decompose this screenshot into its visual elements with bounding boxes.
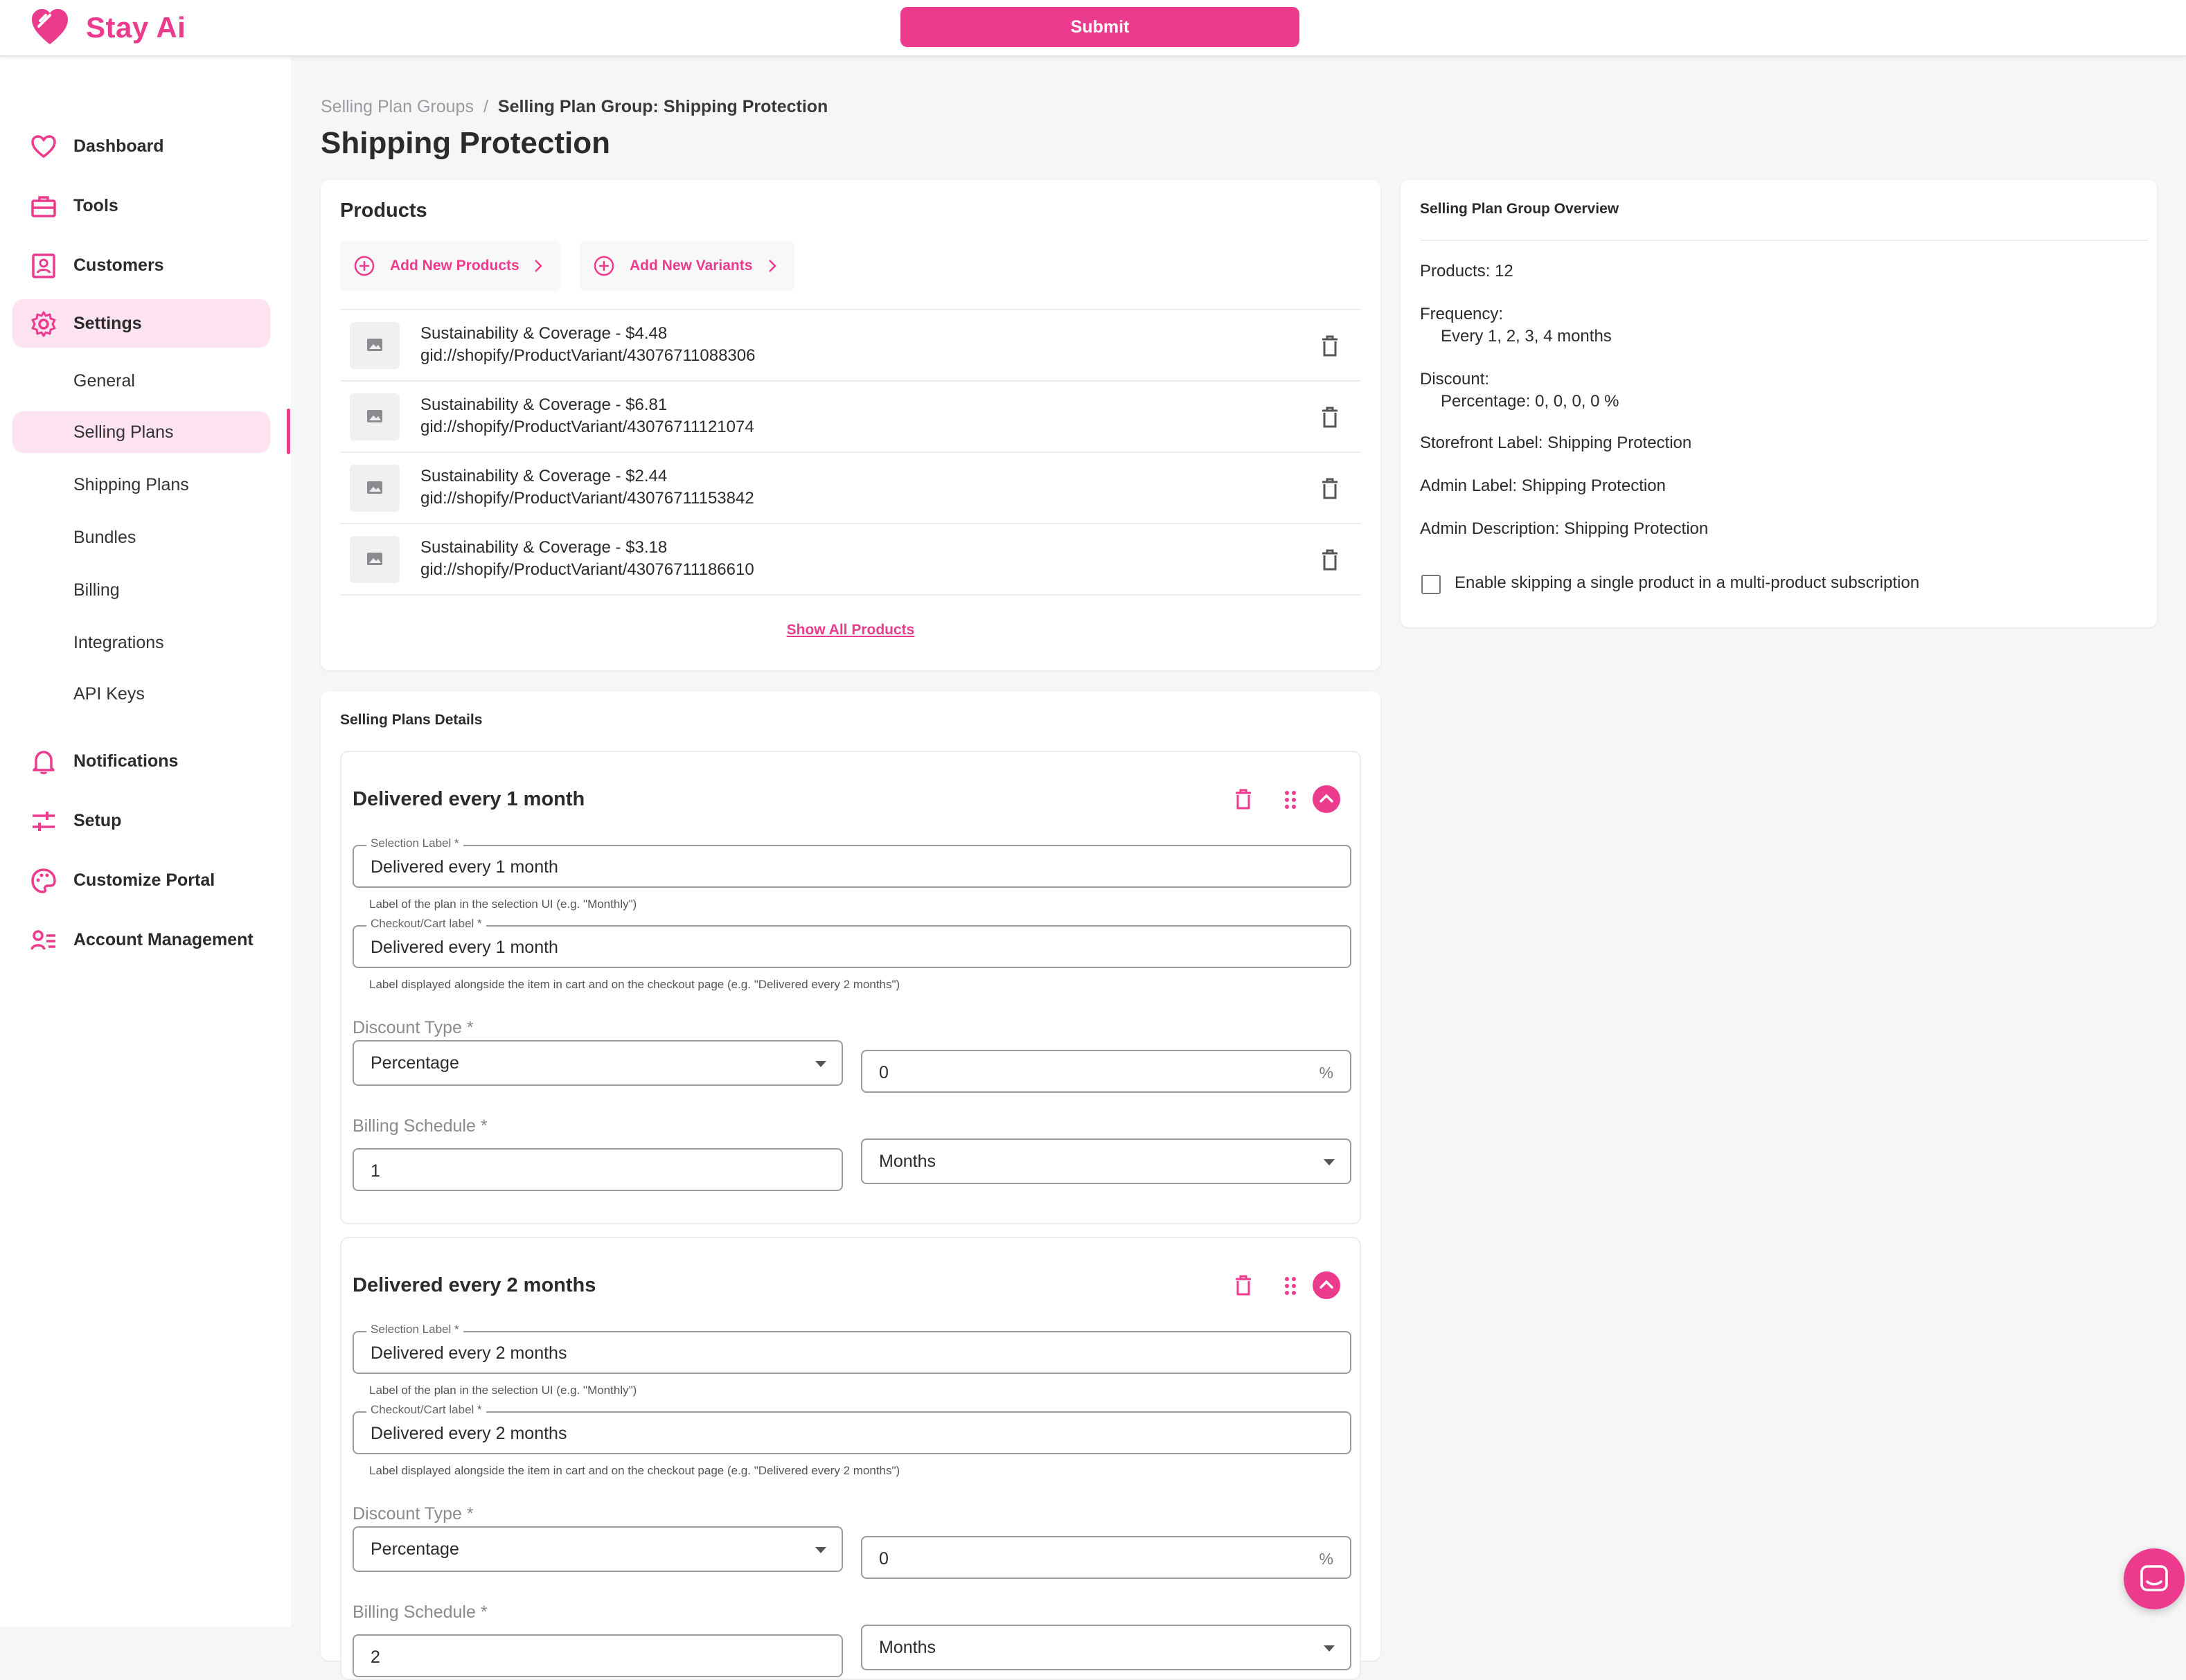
breadcrumb-link-selling-plan-groups[interactable]: Selling Plan Groups: [321, 97, 474, 116]
plan-title: Delivered every 1 month: [353, 788, 585, 810]
caret-down-icon: [815, 1547, 826, 1553]
sidebar-item-label: Notifications: [73, 751, 179, 771]
product-name: Sustainability & Coverage - $6.81: [420, 395, 668, 414]
sidebar-item-settings[interactable]: [12, 299, 270, 348]
products-heading: Products: [340, 199, 427, 222]
overview-storefront-label: Storefront Label: Shipping Protection: [1420, 434, 1692, 452]
image-placeholder-icon: [366, 409, 383, 424]
product-thumbnail: [350, 465, 400, 512]
product-row: [340, 524, 1361, 596]
field-value: Delivered every 1 month: [371, 938, 558, 957]
sidebar-item-dashboard[interactable]: [12, 122, 270, 170]
field-label: Checkout/Cart label *: [366, 1403, 486, 1417]
field-value: Delivered every 2 months: [371, 1424, 567, 1443]
drag-handle-icon[interactable]: [1283, 1276, 1297, 1296]
drag-handle-icon[interactable]: [1283, 789, 1297, 810]
sidebar-item-label: Tools: [73, 195, 118, 215]
toolbox-icon: [30, 193, 57, 220]
input-value: 2: [371, 1647, 380, 1667]
top-bar: [0, 0, 2186, 57]
user-card-icon: [30, 253, 57, 279]
field-value: Delivered every 1 month: [371, 857, 558, 877]
field-label: Selection Label *: [366, 1323, 463, 1337]
submit-button[interactable]: Submit: [900, 7, 1299, 47]
sidebar-item-setup[interactable]: [12, 796, 270, 845]
caret-down-icon: [815, 1061, 826, 1067]
chevron-up-icon: [1313, 1271, 1340, 1299]
sidebar-item-label: Customize Portal: [73, 870, 215, 890]
trash-icon[interactable]: [1234, 788, 1253, 810]
chat-icon: [2139, 1564, 2169, 1594]
divider: [1420, 240, 2149, 241]
product-row: [340, 382, 1361, 453]
discount-type-select[interactable]: [353, 1526, 843, 1572]
sidebar-item-customers[interactable]: [12, 241, 270, 289]
palette-icon: [30, 868, 57, 894]
discount-value-input[interactable]: [861, 1536, 1351, 1579]
skip-product-checkbox[interactable]: [1421, 575, 1441, 594]
product-name: Sustainability & Coverage - $3.18: [420, 538, 668, 557]
input-value: 1: [371, 1161, 380, 1181]
sidebar-item-notifications[interactable]: [12, 737, 270, 785]
billing-schedule-label: Billing Schedule *: [353, 1602, 488, 1622]
product-thumbnail: [350, 536, 400, 583]
discount-type-label: Discount Type *: [353, 1018, 474, 1037]
selection-label-helper: Label of the plan in the selection UI (e.g. "Monthly"): [369, 1384, 637, 1397]
gear-icon: [30, 311, 57, 337]
sidebar-item-customize-portal[interactable]: [12, 856, 270, 904]
plus-circle-icon: [354, 256, 375, 276]
breadcrumb-current: Selling Plan Group: Shipping Protection: [497, 97, 828, 116]
discount-value-input[interactable]: [861, 1050, 1351, 1093]
chat-launcher-button[interactable]: [2124, 1548, 2185, 1609]
sidebar-subitem-label: Bundles: [73, 527, 136, 547]
discount-type-label: Discount Type *: [353, 1504, 474, 1523]
sidebar-subitem-shipping-plans[interactable]: [12, 464, 270, 506]
billing-unit-select[interactable]: [861, 1138, 1351, 1184]
image-placeholder-icon: [366, 337, 383, 352]
sidebar-item-label: Customers: [73, 255, 164, 275]
bell-icon: [30, 749, 57, 775]
percent-suffix: %: [1319, 1550, 1333, 1568]
selection-label-helper: Label of the plan in the selection UI (e.g. "Monthly"): [369, 897, 637, 911]
trash-icon[interactable]: [1319, 334, 1340, 357]
user-list-icon: [30, 927, 57, 954]
product-gid: gid://shopify/ProductVariant/43076711186610: [420, 560, 754, 579]
product-gid: gid://shopify/ProductVariant/43076711121074: [420, 418, 754, 436]
select-value: Percentage: [371, 1539, 459, 1559]
overview-discount-value: Percentage: 0, 0, 0, 0 %: [1441, 392, 1619, 411]
chevron-up-icon: [1313, 785, 1340, 813]
trash-icon[interactable]: [1319, 548, 1340, 571]
selection-label-field[interactable]: [353, 837, 1351, 888]
product-gid: gid://shopify/ProductVariant/43076711153842: [420, 489, 754, 508]
sidebar-subitem-bundles[interactable]: [12, 517, 270, 558]
sidebar-subitem-api-keys[interactable]: [12, 673, 270, 715]
checkout-label-field[interactable]: [353, 1403, 1351, 1454]
overview-frequency-value: Every 1, 2, 3, 4 months: [1441, 327, 1612, 346]
sidebar-item-label: Dashboard: [73, 136, 164, 156]
trash-icon[interactable]: [1319, 476, 1340, 500]
sidebar-subitem-general[interactable]: [12, 360, 270, 402]
heart-icon: [30, 134, 57, 160]
skip-product-checkbox-label: Enable skipping a single product in a multi-product subscription: [1455, 573, 1920, 592]
selling-plan-item: [340, 1237, 1361, 1680]
chevron-right-icon: [764, 258, 781, 274]
caret-down-icon: [1324, 1159, 1335, 1165]
add-new-products-button[interactable]: [340, 241, 560, 291]
brand-name: Stay Ai: [86, 11, 186, 44]
input-value: 0: [879, 1549, 889, 1569]
selling-plans-details-heading: Selling Plans Details: [340, 712, 483, 728]
selection-label-field[interactable]: [353, 1323, 1351, 1374]
product-name: Sustainability & Coverage - $4.48: [420, 324, 668, 343]
overview-admin-description: Admin Description: Shipping Protection: [1420, 519, 1709, 538]
sidebar-subitem-label: Selling Plans: [73, 422, 174, 442]
billing-interval-input[interactable]: [353, 1148, 843, 1191]
sliders-icon: [30, 808, 57, 834]
sidebar-subitem-label: API Keys: [73, 683, 145, 704]
sidebar-subitem-selling-plans[interactable]: [12, 411, 270, 453]
selling-plans-details-card: [321, 691, 1380, 1667]
add-new-products-label: Add New Products: [390, 258, 519, 274]
checkout-label-helper: Label displayed alongside the item in cart and on the checkout page (e.g. "Delivered every 2 months"): [369, 1464, 900, 1477]
select-value: Percentage: [371, 1053, 459, 1073]
checkout-label-helper: Label displayed alongside the item in cart and on the checkout page (e.g. "Delivered every 2 months"): [369, 978, 900, 991]
sidebar-subitem-label: Integrations: [73, 632, 164, 652]
product-list: [340, 309, 1361, 596]
sidebar-subitem-integrations[interactable]: [12, 622, 270, 663]
overview-title: Selling Plan Group Overview: [1420, 201, 1619, 217]
show-all-products-link[interactable]: Show All Products: [786, 622, 915, 638]
image-placeholder-icon: [366, 480, 383, 495]
checkout-label-field[interactable]: [353, 917, 1351, 968]
select-value: Months: [879, 1152, 936, 1171]
plan-title: Delivered every 2 months: [353, 1274, 596, 1296]
field-value: Delivered every 2 months: [371, 1343, 567, 1363]
products-card: [321, 180, 1380, 670]
collapse-toggle[interactable]: [1313, 1271, 1340, 1299]
select-value: Months: [879, 1638, 936, 1657]
selling-plan-group-overview: [1401, 180, 2157, 627]
sidebar-subitem-label: Billing: [73, 580, 120, 600]
overview-frequency-label: Frequency:: [1420, 305, 1504, 323]
product-row: [340, 310, 1361, 382]
product-thumbnail: [350, 322, 400, 369]
add-new-variants-button[interactable]: [580, 241, 794, 291]
product-thumbnail: [350, 393, 400, 440]
sidebar-item-account-management[interactable]: [12, 915, 270, 964]
input-value: 0: [879, 1063, 889, 1082]
overview-products: Products: 12: [1420, 262, 1513, 280]
sidebar: [0, 57, 291, 1627]
active-indicator: [287, 409, 290, 454]
sidebar-item-label: Setup: [73, 810, 122, 830]
collapse-toggle[interactable]: [1313, 785, 1340, 813]
sidebar-item-tools[interactable]: [12, 181, 270, 230]
discount-type-select[interactable]: [353, 1040, 843, 1086]
breadcrumb-separator: /: [483, 97, 488, 116]
trash-icon[interactable]: [1234, 1274, 1253, 1296]
billing-interval-input[interactable]: [353, 1634, 843, 1677]
caret-down-icon: [1324, 1645, 1335, 1652]
brand-logo[interactable]: [29, 7, 186, 48]
field-label: Selection Label *: [366, 837, 463, 850]
sidebar-subitem-label: General: [73, 370, 135, 391]
sidebar-subitem-label: Shipping Plans: [73, 474, 189, 494]
overview-admin-label: Admin Label: Shipping Protection: [1420, 476, 1666, 495]
trash-icon[interactable]: [1319, 405, 1340, 429]
page-title: Shipping Protection: [321, 126, 610, 160]
billing-unit-select[interactable]: [861, 1625, 1351, 1670]
selling-plan-item: [340, 751, 1361, 1224]
percent-suffix: %: [1319, 1064, 1333, 1082]
field-label: Checkout/Cart label *: [366, 917, 486, 931]
breadcrumb: [321, 97, 828, 117]
product-gid: gid://shopify/ProductVariant/43076711088306: [420, 346, 756, 365]
sidebar-item-label: Account Management: [73, 929, 254, 949]
billing-schedule-label: Billing Schedule *: [353, 1116, 488, 1136]
product-name: Sustainability & Coverage - $2.44: [420, 467, 668, 485]
plus-circle-icon: [594, 256, 614, 276]
chevron-right-icon: [530, 258, 546, 274]
sidebar-item-label: Settings: [73, 313, 142, 333]
add-new-variants-label: Add New Variants: [630, 258, 753, 274]
sidebar-subitem-billing[interactable]: [12, 569, 270, 611]
heart-logo-icon: [29, 7, 71, 48]
image-placeholder-icon: [366, 551, 383, 566]
product-row: [340, 453, 1361, 524]
overview-discount-label: Discount:: [1420, 370, 1490, 388]
